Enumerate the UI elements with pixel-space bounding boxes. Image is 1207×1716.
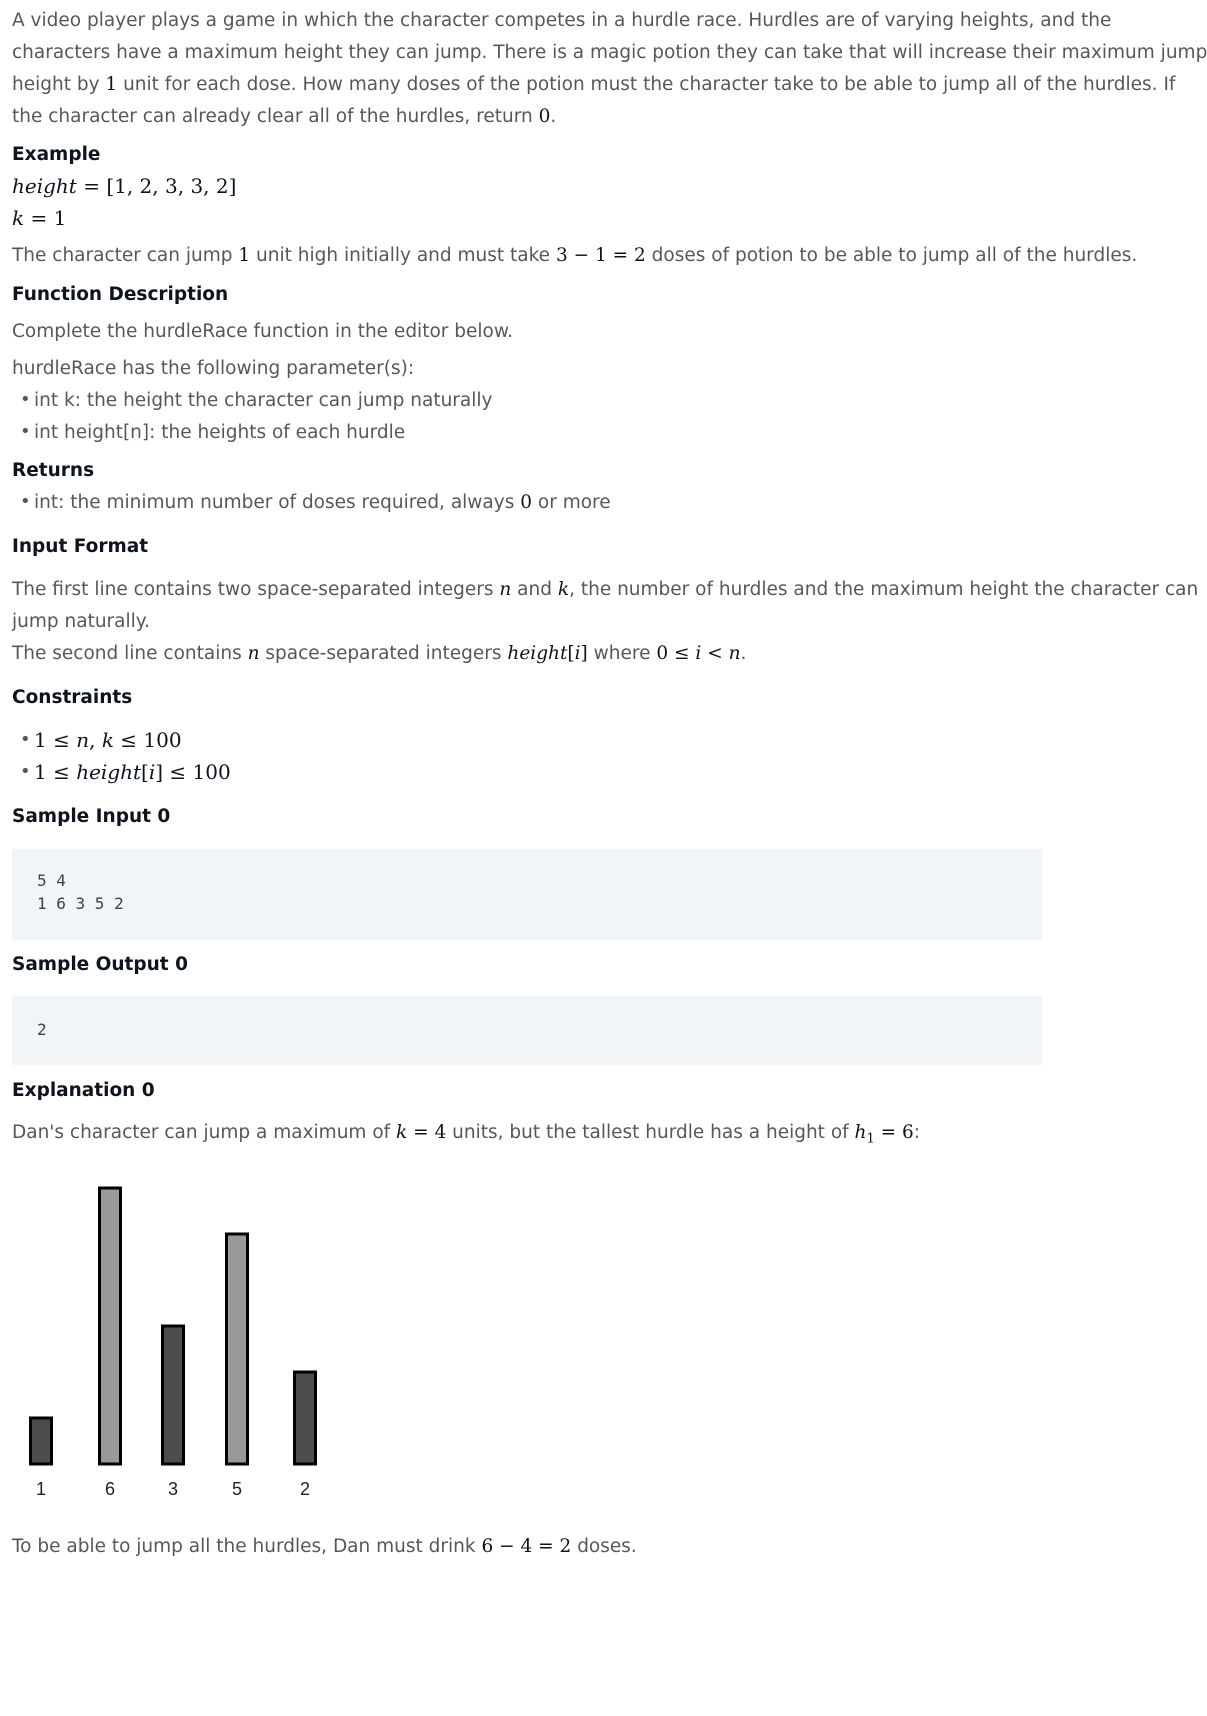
intro-line-1: A video player plays a game in which the character competes in a hurdle race. Hurdles are of varying heights, and the bbox=[12, 10, 1112, 31]
param-k: int k: the height the character can jump naturally bbox=[34, 390, 493, 411]
function-description-line-2: hurdleRace has the following parameter(s): bbox=[12, 358, 415, 379]
explanation-heading: Explanation 0 bbox=[12, 1080, 155, 1101]
example-heading: Example bbox=[12, 144, 101, 165]
intro-line-2: characters have a maximum height they can jump. There is a magic potion they can take that will increase their maximum jump bbox=[12, 42, 1207, 63]
returns-text: int: the minimum number of doses required, always 0 or more bbox=[34, 492, 611, 513]
example-k: k = 1 bbox=[12, 206, 67, 230]
constraint-1: 1 ≤ n, k ≤ 100 bbox=[34, 728, 182, 752]
code-line: 5 4 bbox=[37, 871, 66, 890]
hurdle-label: 5 bbox=[231, 1479, 243, 1499]
param-height: int height[n]: the heights of each hurdle bbox=[34, 422, 406, 443]
sample-input-heading: Sample Input 0 bbox=[12, 806, 171, 827]
bullet-icon: • bbox=[20, 389, 31, 410]
hurdle-label: 1 bbox=[35, 1479, 47, 1499]
hurdle-bar bbox=[295, 1372, 316, 1464]
code-line: 1 6 3 5 2 bbox=[37, 894, 124, 913]
hurdle-label: 3 bbox=[167, 1479, 179, 1499]
hurdle-bar bbox=[227, 1234, 248, 1464]
bullet-icon: • bbox=[20, 729, 31, 750]
explanation-text: Dan's character can jump a maximum of k = 4 units, but the tallest hurdle has a height of $h_1 = 6$: bbox=[12, 1122, 921, 1147]
example-height: height = [1, 2, 3, 3, 2] bbox=[12, 174, 237, 198]
hurdle-bar bbox=[31, 1418, 52, 1464]
constraints-heading: Constraints bbox=[12, 687, 133, 708]
intro-line-3: height by 1 unit for each dose. How many doses of the potion must the character take to be able to jump all of the hurdles. If bbox=[12, 74, 1176, 95]
example-text: The character can jump 1 unit high initially and must take 3 − 1 = 2 doses of potion to be able to jump all of the hurdles. bbox=[12, 245, 1138, 266]
hurdle-label: 6 bbox=[104, 1479, 116, 1499]
explanation-final: To be able to jump all the hurdles, Dan must drink 6 − 4 = 2 doses. bbox=[12, 1536, 637, 1557]
hurdle-bar bbox=[100, 1188, 121, 1464]
code-line: 2 bbox=[37, 1020, 47, 1039]
hurdle-chart bbox=[12, 1280, 372, 1520]
sample-output-code bbox=[12, 996, 1042, 1065]
sample-output-heading: Sample Output 0 bbox=[12, 954, 188, 975]
hurdle-label: 2 bbox=[299, 1479, 311, 1499]
input-format-line-3: The second line contains n space-separated integers height[i] where 0 ≤ i < n. bbox=[12, 643, 747, 664]
bullet-icon: • bbox=[20, 491, 31, 512]
bullet-icon: • bbox=[20, 421, 31, 442]
returns-heading: Returns bbox=[12, 460, 95, 481]
hurdle-bar bbox=[163, 1326, 184, 1464]
input-format-line-2: jump naturally. bbox=[12, 611, 150, 632]
input-format-heading: Input Format bbox=[12, 536, 149, 557]
sample-input-code bbox=[12, 849, 1042, 940]
constraint-2: 1 ≤ height[i] ≤ 100 bbox=[34, 760, 231, 784]
bullet-icon: • bbox=[20, 761, 31, 782]
function-description-heading: Function Description bbox=[12, 284, 229, 305]
intro-line-4: the character can already clear all of the hurdles, return 0. bbox=[12, 106, 557, 127]
function-description-line-1: Complete the hurdleRace function in the editor below. bbox=[12, 321, 514, 342]
input-format-line-1: The first line contains two space-separated integers n and k, the number of hurdles and the maximum height the character can bbox=[12, 579, 1199, 600]
